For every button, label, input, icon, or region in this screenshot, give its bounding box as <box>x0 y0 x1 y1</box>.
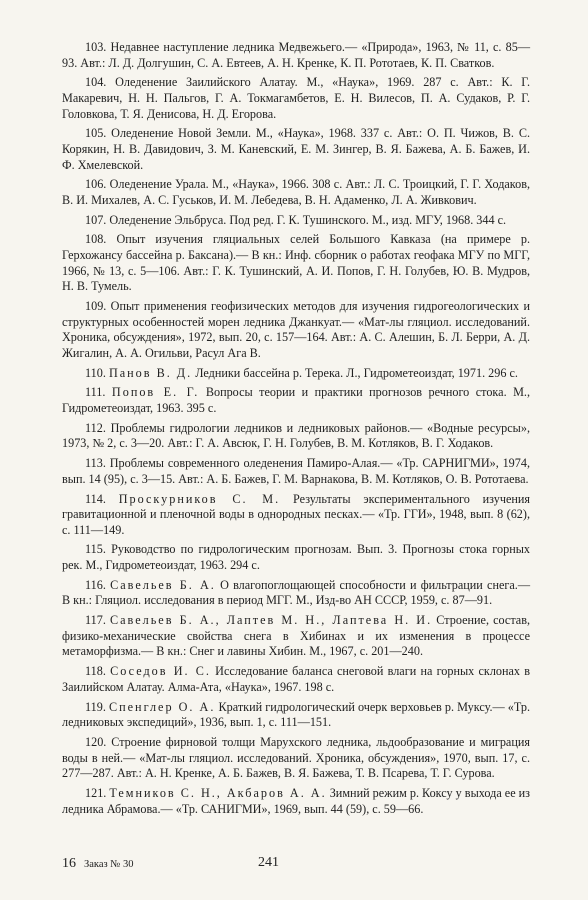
reference-text: Ледники бассейна р. Терека. Л., Гидрометеоиздат, 1971. 296 с. <box>195 365 518 380</box>
page-number: 241 <box>258 855 279 870</box>
reference-entry <box>62 421 530 452</box>
reference-text: Краткий гидрологический очерк верховьев р. Муксу.— «Тр. ледниковых экспедиций», 1936, вып. 1, с. 111—151. <box>62 699 531 730</box>
reference-text: Опыт изучения гляциальных селей Большого Кавказа (на примере р. Герхожансу бассейна р. Баксана).— В кн.: Инф. сборник о работах геофака МГУ по МГГ, 1966, № 13, с. 5—106. Авт.: Г. К. Тушинский, А. И. Попов, Г. Н. Голубев, Ю. В. Мудров, Н. В. Тумель. <box>62 232 530 294</box>
reference-entry <box>62 735 530 782</box>
reference-number: 116. <box>85 577 106 592</box>
reference-author: Панов В. Д. <box>108 365 193 380</box>
reference-entry <box>62 786 530 817</box>
reference-entry <box>62 700 530 731</box>
reference-number: 118. <box>85 664 106 679</box>
reference-text: Строение, состав, физико-механические свойства снега в Хибинах и их изменения в процессе метаморфизма.— В кн.: Снег и лавины Хибин. М., 1967, с. 201—240. <box>62 613 531 659</box>
reference-text: Опыт применения геофизических методов для изучения гидрогеологических и структурных особенностей морен ледника Джанкуат.— «Мат-лы гляциол. исследований. Хроника, обсуждения», 1972, вып. 20, с. 157—164. Авт.: А. С. Алешин, Б. Л. Берри, А. Д. Жигалин, А. А. Огильви, Расул Ага В. <box>62 299 531 360</box>
reference-entry <box>62 177 530 208</box>
reference-text: Вопросы теории и практики прогнозов речного стока. М., Гидрометеоиздат, 1963. 395 с. <box>62 385 531 415</box>
reference-entry <box>62 385 530 416</box>
reference-entry <box>62 366 530 382</box>
printer-signature <box>62 855 133 872</box>
reference-author: Попов Е. Г. <box>111 385 200 400</box>
reference-entry <box>62 126 530 173</box>
reference-number: 121. <box>85 785 107 800</box>
reference-entry <box>62 664 530 695</box>
reference-entry <box>62 613 530 660</box>
reference-text: Проблемы современного оледенения Памиро-Алая.— «Тр. САРНИГМИ», 1974, вып. 14 (95), с. 3—15. Авт.: А. Б. Бажев, Г. М. Варнакова, В. М. Котляков, О. В. Рототаева. <box>62 456 531 486</box>
reference-entry <box>62 492 530 539</box>
reference-text: О влагопоглощающей способности и фильтрации снега.— В кн.: Гляциол. исследования в период МГГ. М., Изд-во АН СССР, 1959, с. 87—91. <box>62 577 531 608</box>
reference-text: Результаты экспериментального изучения гравитационной и пленочной воды в однородных песках.— «Тр. ГГИ», 1948, вып. 8 (62), с. 111—149. <box>62 491 531 537</box>
reference-text: Оледенение Заилийского Алатау. М., «Наука», 1969. 287 с. Авт.: К. Г. Макаревич, Н. Н. Пальгов, Г. А. Токмагамбетов, Е. Н. Вилесов, П. А. Судаков, Р. Г. Головкова, Т. Я. Денисова, Н. Д. Егорова. <box>62 75 531 121</box>
reference-number: 119. <box>85 699 106 714</box>
reference-number: 110. <box>85 365 106 380</box>
reference-entry <box>62 542 530 573</box>
reference-author: Савельев Б. А., Лаптев М. Н., Лаптева Н. И. <box>110 613 433 628</box>
reference-entry <box>62 75 530 122</box>
reference-text: Строение фирновой толщи Марухского ледника, льдообразование и миграция воды в ней.— «Мат-лы гляциол. исследований. Хроника, обсуждения», 1970, вып. 17, с. 277—287. Авт.: А. Н. Кренке, А. Б. Бажев, В. Я. Бажева, Т. В. Псарева, Т. Г. Сурова. <box>62 734 530 781</box>
reference-entry <box>62 578 530 609</box>
reference-entry <box>62 40 530 71</box>
reference-entry <box>62 456 530 487</box>
reference-entry <box>62 232 530 294</box>
reference-text: Оледенение Эльбруса. Под ред. Г. К. Тушинского. М., изд. МГУ, 1968. 344 с. <box>109 212 507 227</box>
reference-author: Проскурников С. М. <box>118 491 281 506</box>
reference-number: 105. <box>85 126 107 141</box>
reference-author: Савельев Б. А. <box>110 577 216 592</box>
reference-number: 106. <box>85 177 107 192</box>
reference-number: 113. <box>85 456 106 471</box>
reference-number: 114. <box>85 491 106 506</box>
reference-number: 108. <box>85 232 107 247</box>
reference-text: Исследование баланса снеговой влаги на горных склонах в Заилийском Алатау. Алма-Ата, «Наука», 1967. 198 с. <box>62 664 530 694</box>
reference-list <box>62 40 530 821</box>
reference-text: Зимний режим р. Коксу у выхода ее из ледника Абрамова.— «Тр. САНИГМИ», 1969, вып. 44 (59), с. 59—66. <box>62 785 530 816</box>
reference-number: 109. <box>85 299 107 314</box>
reference-number: 104. <box>85 75 107 90</box>
reference-number: 112. <box>85 420 106 435</box>
reference-text: Оледенение Новой Земли. М., «Наука», 1968. 337 с. Авт.: О. П. Чижов, В. С. Корякин, Н. В. Давидович, З. М. Каневский, Е. М. Зингер, В. Я. Бажева, А. Б. Бажев, И. Ф. Хмелевской. <box>62 126 530 172</box>
reference-author: Соседов И. С. <box>110 664 211 679</box>
reference-text: Оледенение Урала. М., «Наука», 1966. 308 с. Авт.: Л. С. Троицкий, Г. Г. Ходаков, В. И. Михалев, А. С. Гуськов, И. М. Лебедева, В. Н. Адаменко, Л. А. Живкович. <box>62 177 531 207</box>
reference-number: 117. <box>85 613 106 628</box>
order-number: Заказ № 30 <box>84 859 134 870</box>
reference-number: 107. <box>85 212 107 227</box>
reference-text: Руководство по гидрологическим прогнозам. Вып. 3. Прогнозы стока горных рек. М., Гидрометеоиздат, 1963. 294 с. <box>62 542 530 573</box>
reference-text: Проблемы гидрологии ледников и ледниковых районов.— «Водные ресурсы», 1973, № 2, с. 3—20. Авт.: Г. А. Авсюк, Г. Н. Голубев, В. М. Котляков, В. Г. Ходаков. <box>62 420 530 451</box>
reference-entry <box>62 299 530 361</box>
reference-number: 103. <box>85 40 107 54</box>
reference-author: Темников С. Н., Акбаров А. А. <box>109 785 327 800</box>
signature-number: 16 <box>62 856 76 871</box>
reference-number: 111. <box>85 385 106 400</box>
reference-author: Спенглер О. А. <box>108 699 216 714</box>
reference-text: Недавнее наступление ледника Медвежьего.— «Природа», 1963, № 11, с. 85—93. Авт.: Л. Д. Долгушин, С. А. Евтеев, А. Н. Кренке, К. П. Рототаев, К. П. Сватков. <box>62 40 531 70</box>
reference-number: 120. <box>85 734 107 749</box>
reference-number: 115. <box>85 542 106 557</box>
reference-entry <box>62 213 530 229</box>
